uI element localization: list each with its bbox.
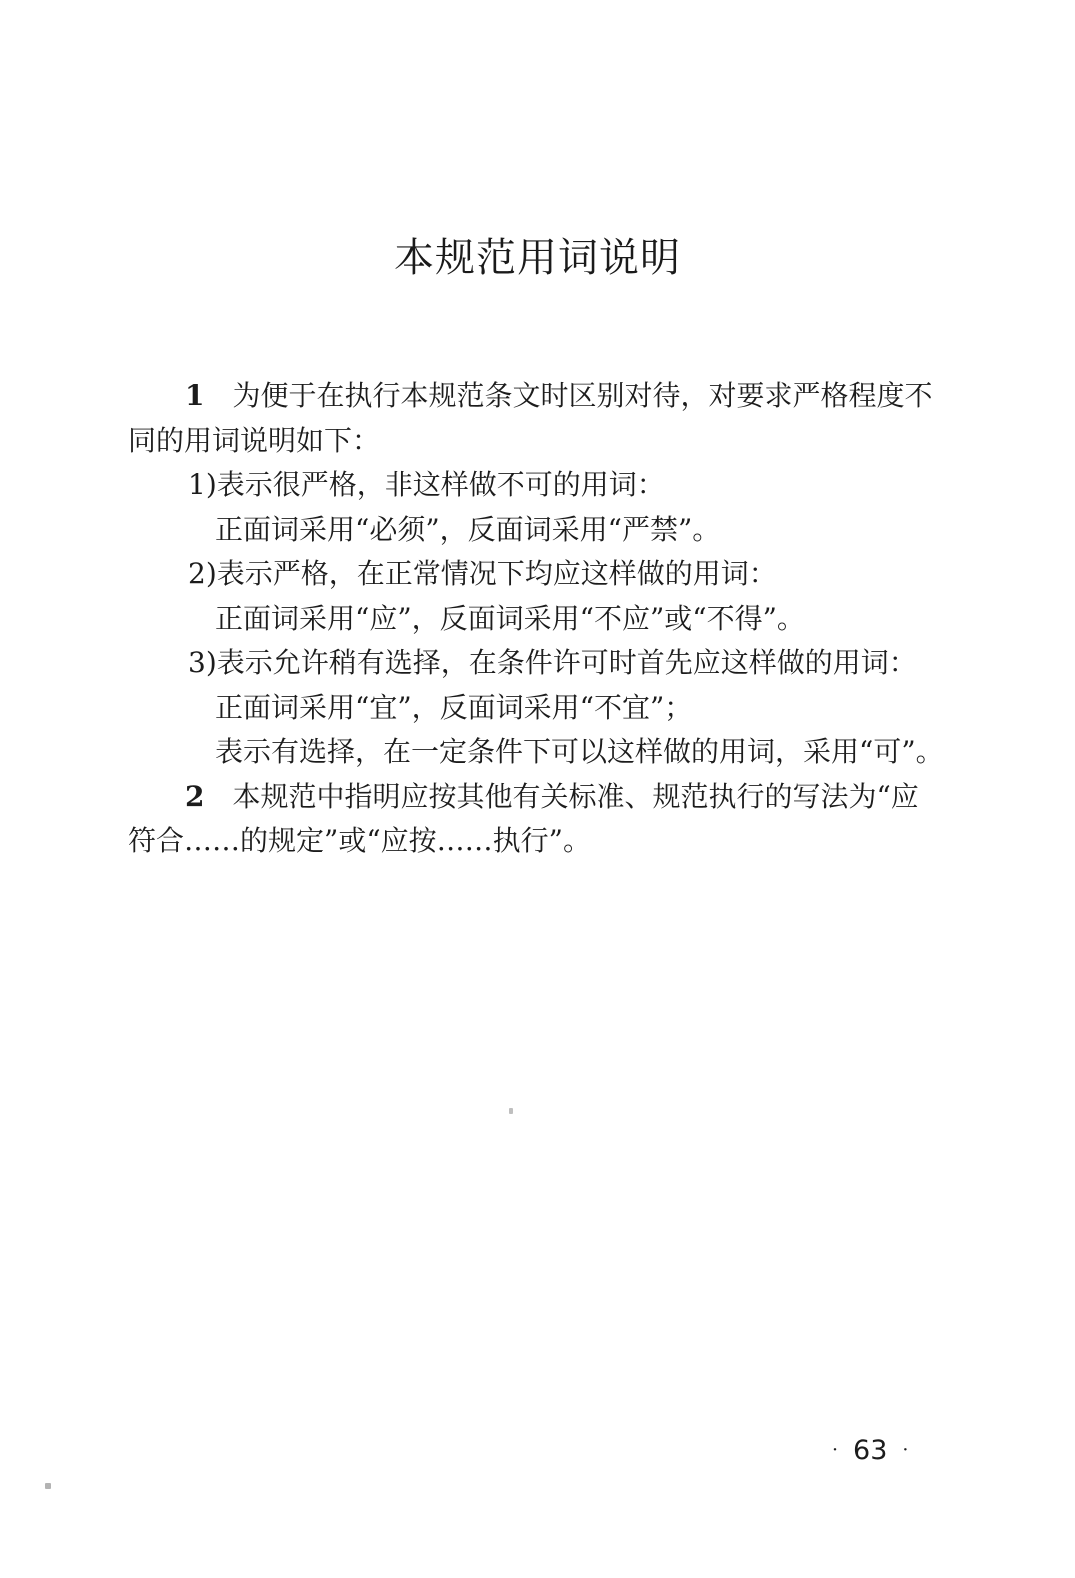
item-3-line [128,641,932,686]
page-number-right-dot: · [902,1439,909,1461]
paragraph-2-line-2 [128,819,932,864]
page-number [832,1434,908,1467]
line-text: 符合……的规定”或“应按……执行”。 [128,824,591,857]
line-text: 表示有选择，在一定条件下可以这样做的用词，采用“可”。 [215,735,944,768]
line-text: 正面词采用“必须”，反面词采用“严禁”。 [215,512,721,546]
paragraph-number: 1 [185,379,205,412]
line-text: 2)表示严格，在正常情况下均应这样做的用词： [188,557,777,590]
item-1-subline [128,508,932,553]
paragraph-1-line-2 [128,419,932,464]
item-3-subline-2 [128,730,944,775]
item-1-line [128,463,932,508]
scan-artifact-dot [509,1108,513,1114]
scan-artifact-dot [45,1483,51,1489]
paragraph-number: 2 [185,779,205,813]
line-text: 正面词采用“宜”，反面词采用“不宜”； [215,690,693,724]
page-number-left-dot: · [832,1439,839,1461]
line-text: 正面词采用“应”，反面词采用“不应”或“不得”。 [215,601,805,635]
item-2-subline [128,597,932,642]
page-number-value: 63 [853,1435,888,1466]
paragraph-1-line-1 [128,374,932,419]
line-text: 同的用词说明如下： [128,423,381,457]
paragraph-2-line-1 [128,775,932,820]
document-title: 本规范用词说明 [394,235,681,281]
item-3-subline-1 [128,686,932,731]
line-text: 本规范中指明应按其他有关标准、规范执行的写法为“应 [232,779,919,813]
line-text: 3)表示允许稍有选择，在条件许可时首先应这样做的用词： [188,646,917,679]
line-text: 1)表示很严格，非这样做不可的用词： [188,468,665,501]
line-text: 为便于在执行本规范条文时区别对待，对要求严格程度不 [232,379,933,412]
document-body [128,374,944,864]
item-2-line [128,552,932,597]
